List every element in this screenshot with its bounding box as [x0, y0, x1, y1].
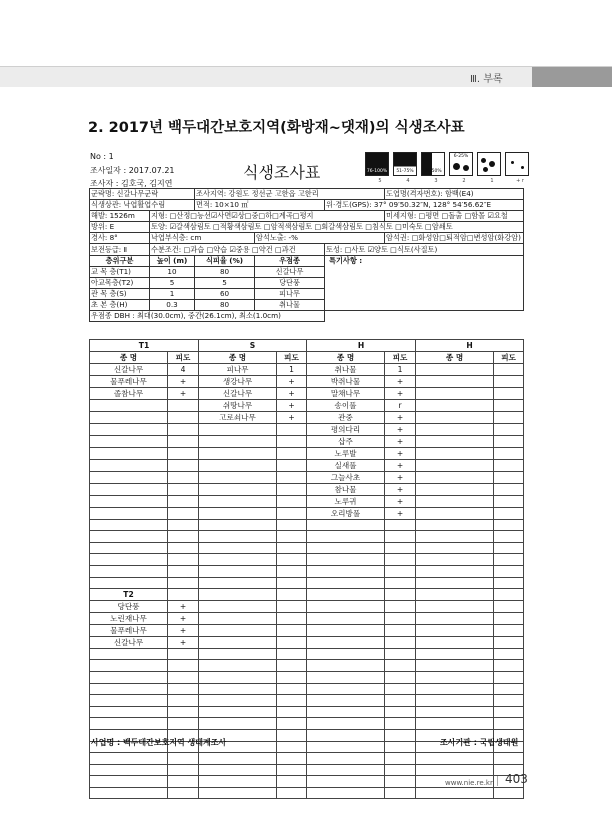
species-column-header: 종 명 피도 종 명 피도 종 명 피도 종 명 피도 [90, 351, 524, 363]
footer-divider [497, 776, 498, 786]
species-group-header: T1 S H H [90, 340, 524, 352]
table-row: 고로쇠나무 + 관중 + [90, 411, 524, 423]
site-row: 군락명: 신갈나무군락 조사지역: 강원도 정선군 고한읍 고한리 도엽명(격자번호): 함백(E4) [90, 189, 524, 200]
cover-scale-numbers: 5 4 3 2 1 + r [378, 178, 524, 184]
table-row [90, 542, 524, 554]
table-row: 물푸레나무 + [90, 624, 524, 636]
table-row: 신갈나무 + [90, 636, 524, 648]
survey-agency: 조사기관 : 국립생태원 [440, 738, 519, 747]
page-number: 403 [505, 772, 528, 786]
table-row [90, 787, 524, 799]
table-row: 오리방풀 + [90, 507, 524, 519]
table-row [90, 706, 524, 718]
layer-row: 아교목층(T2) 5 5 당단풍 [90, 277, 524, 288]
table-row: 삽주 + [90, 435, 524, 447]
remarks: 특기사항 : [325, 255, 524, 310]
table-row: 노린재나무 + [90, 612, 524, 624]
table-row: 실새풀 + [90, 459, 524, 471]
table-row [90, 660, 524, 672]
layer-header-row: 층위구분 높이 (m) 식피율 (%) 우점종 특기사항 : [90, 255, 524, 266]
layer-row: 초 본 층(H) 0.3 80 취나물 [90, 299, 524, 310]
table-row: 참나물 + [90, 483, 524, 495]
table-row [90, 648, 524, 660]
chapter-label: Ⅲ. 부록 [470, 74, 503, 85]
table-row [90, 519, 524, 531]
site-url: www.nie.re.kr [445, 779, 493, 787]
site-row: 보전등급: Ⅱ 수분조건: □과습 □약습 ☑중용 □약건 □과건 토성: □사토 ☑양토 □식토(사질토) [90, 244, 524, 255]
site-row: 방위: E 토양: ☑갈색삼림토 □적황색삼림토 □암적색삼림토 □회갈색삼림토 □침식토 □미숙토 □암쇄토 [90, 222, 524, 233]
project-name: 사업명 : 백두대간보호지역 생태계조사 [91, 738, 227, 747]
surveyor: 조사자 : 김호국, 김지연 [90, 179, 173, 188]
cover-box-3: 26-50% [421, 152, 445, 176]
cover-box-5: 76-100% [365, 152, 389, 176]
section-title: 2. 2017년 백두대간보호지역(화방재~댓재)의 식생조사표 [88, 120, 465, 136]
cover-scale [365, 152, 529, 176]
table-row: 노루발 + [90, 447, 524, 459]
table-row [90, 764, 524, 776]
table-row [90, 554, 524, 566]
form-title: 식생조사표 [243, 163, 321, 182]
table-row [90, 718, 524, 730]
table-row: 쉬땅나무 + 송이풀 r [90, 399, 524, 411]
dbh-row: 우점종 DBH : 최대(30.0cm), 중간(26.1cm), 최소(1.0cm) [90, 311, 524, 322]
table-row [90, 683, 524, 695]
table-row: 그늘사초 + [90, 471, 524, 483]
cover-box-1 [477, 152, 501, 176]
table-row [90, 531, 524, 543]
site-row: 해발: 1526m 지형: □산정□능선☑사면☑상□중□하□계곡□평지 미세지형: □평면 □돌출 □함몰 ☑요철 [90, 211, 524, 222]
form-no: No : 1 [90, 152, 114, 161]
table-row [90, 671, 524, 683]
table-row: 당단풍 + [90, 600, 524, 612]
table-row [90, 577, 524, 589]
table-row: 노루귀 + [90, 495, 524, 507]
survey-date: 조사일자 : 2017.07.21 [90, 166, 175, 175]
header-tab [532, 67, 612, 87]
layer-row: 교 목 층(T1) 10 80 신갈나무 [90, 266, 524, 277]
layer-row: 관 목 층(S) 1 60 피나무 [90, 288, 524, 299]
table-row [90, 695, 524, 707]
table-row [90, 753, 524, 765]
table-row [90, 565, 524, 577]
cover-box-2: 6-25% [449, 152, 473, 176]
table-row: 평의다리 + [90, 423, 524, 435]
table-row: 졸참나무 + 신갈나무 + 말채나무 + [90, 387, 524, 399]
table-row: 신갈나무 4 피나무 1 취나물 1 [90, 363, 524, 375]
cover-box-4: 51-75% [393, 152, 417, 176]
site-row: 식생상관: 낙엽활엽수림 면적: 10×10 ㎡ 위·경도(GPS): 37° 09′50.32″N, 128° 54′56.62″E [90, 200, 524, 211]
cover-box-r [505, 152, 529, 176]
site-row: 경사: 8° 낙엽부식층: cm 암석노출: -% 암석권: □화성암□퇴적암□변성암(화강암) [90, 233, 524, 244]
site-table [89, 188, 524, 322]
header-band [0, 67, 612, 87]
table-row: 물푸레나무 + 생강나무 + 박쥐나물 + [90, 375, 524, 387]
table-row: T2 [90, 589, 524, 601]
species-table [89, 339, 524, 799]
